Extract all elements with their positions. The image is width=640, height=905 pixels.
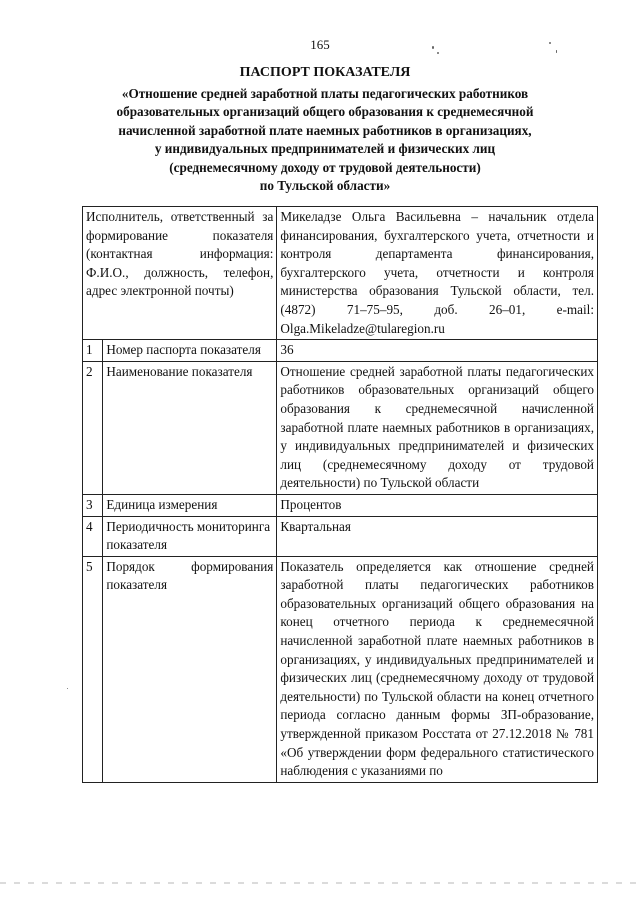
table-row bbox=[83, 494, 598, 516]
scan-speck bbox=[549, 42, 551, 44]
title-line-3: начисленной заработной плате наемных работников в организациях, bbox=[118, 122, 532, 138]
row-value: Отношение средней заработной платы педагогических работников образовательных организаций общего образования к среднемесячной начисленной заработной плате наемных работников в организациях, у индивидуальных предпринимателей и физических лиц (среднемесячному доходу от трудовой деятельности) по Тульской области bbox=[277, 361, 598, 494]
scan-edge-noise bbox=[0, 882, 640, 884]
table-row bbox=[83, 361, 598, 494]
row-value: Показатель определяется как отношение средней заработной платы педагогических работников образовательных организаций общего образования на конец отчетного периода к среднемесячной начисленной заработной плате наемных работников в организациях, у индивидуальных предпринимателей и физических лиц (среднемесячному доходу от трудовой деятельности) по Тульской области на конец отчетного периода согласно данным формы ЗП-образование, утвержденной приказом Росстата от 27.12.2018 № 781 «Об утверждении форм федерального статистического наблюдения с указаниями по bbox=[277, 556, 598, 782]
row-name: Единица измерения bbox=[103, 494, 277, 516]
row-number: 1 bbox=[83, 340, 103, 362]
title-heading: ПАСПОРТ ПОКАЗАТЕЛЯ bbox=[239, 65, 411, 80]
table-row bbox=[83, 340, 598, 362]
row-number: 3 bbox=[83, 494, 103, 516]
title-line-4: у индивидуальных предпринимателей и физических лиц bbox=[154, 141, 496, 156]
row-name: Периодичность мониторинга показателя bbox=[103, 516, 277, 556]
table-row bbox=[83, 556, 598, 782]
row-name: Номер паспорта показателя bbox=[103, 340, 277, 362]
table-row bbox=[83, 516, 598, 556]
table-row-executor bbox=[83, 207, 598, 340]
scan-speck bbox=[432, 46, 434, 49]
title-line-1: «Отношение средней заработной платы педагогических работников bbox=[121, 85, 529, 101]
scan-speck bbox=[437, 52, 439, 54]
title-line-5: (среднемесячному доходу от трудовой деятельности) bbox=[169, 159, 481, 175]
row-number: 2 bbox=[83, 361, 103, 494]
scan-speck bbox=[67, 688, 68, 689]
row-value: Квартальная bbox=[277, 516, 598, 556]
row-value: 36 bbox=[277, 340, 598, 362]
title-line-2: образовательных организаций общего образования к среднемесячной bbox=[116, 104, 534, 119]
row-number: 4 bbox=[83, 516, 103, 556]
executor-label-cell: Исполнитель, ответственный за формирование показателя (контактная информация: Ф.И.О., должность, телефон, адрес электронной почты) bbox=[83, 207, 277, 340]
row-name: Порядок формирования показателя bbox=[103, 556, 277, 782]
title-line-6: по Тульской области» bbox=[259, 178, 391, 193]
passport-table bbox=[82, 206, 598, 783]
row-name: Наименование показателя bbox=[103, 361, 277, 494]
scan-speck bbox=[556, 50, 557, 53]
executor-value-cell: Микеладзе Ольга Васильевна – начальник отдела финансирования, бухгалтерского учета, отчетности и контроля департамента финансирования, бухгалтерского учета, отчетности и контроля министерства образования Тульской области, тел. (4872) 71–75–95, доб. 26–01, e-mail: Olga.Mikeladze@tularegion.ru bbox=[277, 207, 598, 340]
row-value: Процентов bbox=[277, 494, 598, 516]
document-title bbox=[90, 64, 560, 196]
row-number: 5 bbox=[83, 556, 103, 782]
page-number: 165 bbox=[310, 37, 330, 52]
